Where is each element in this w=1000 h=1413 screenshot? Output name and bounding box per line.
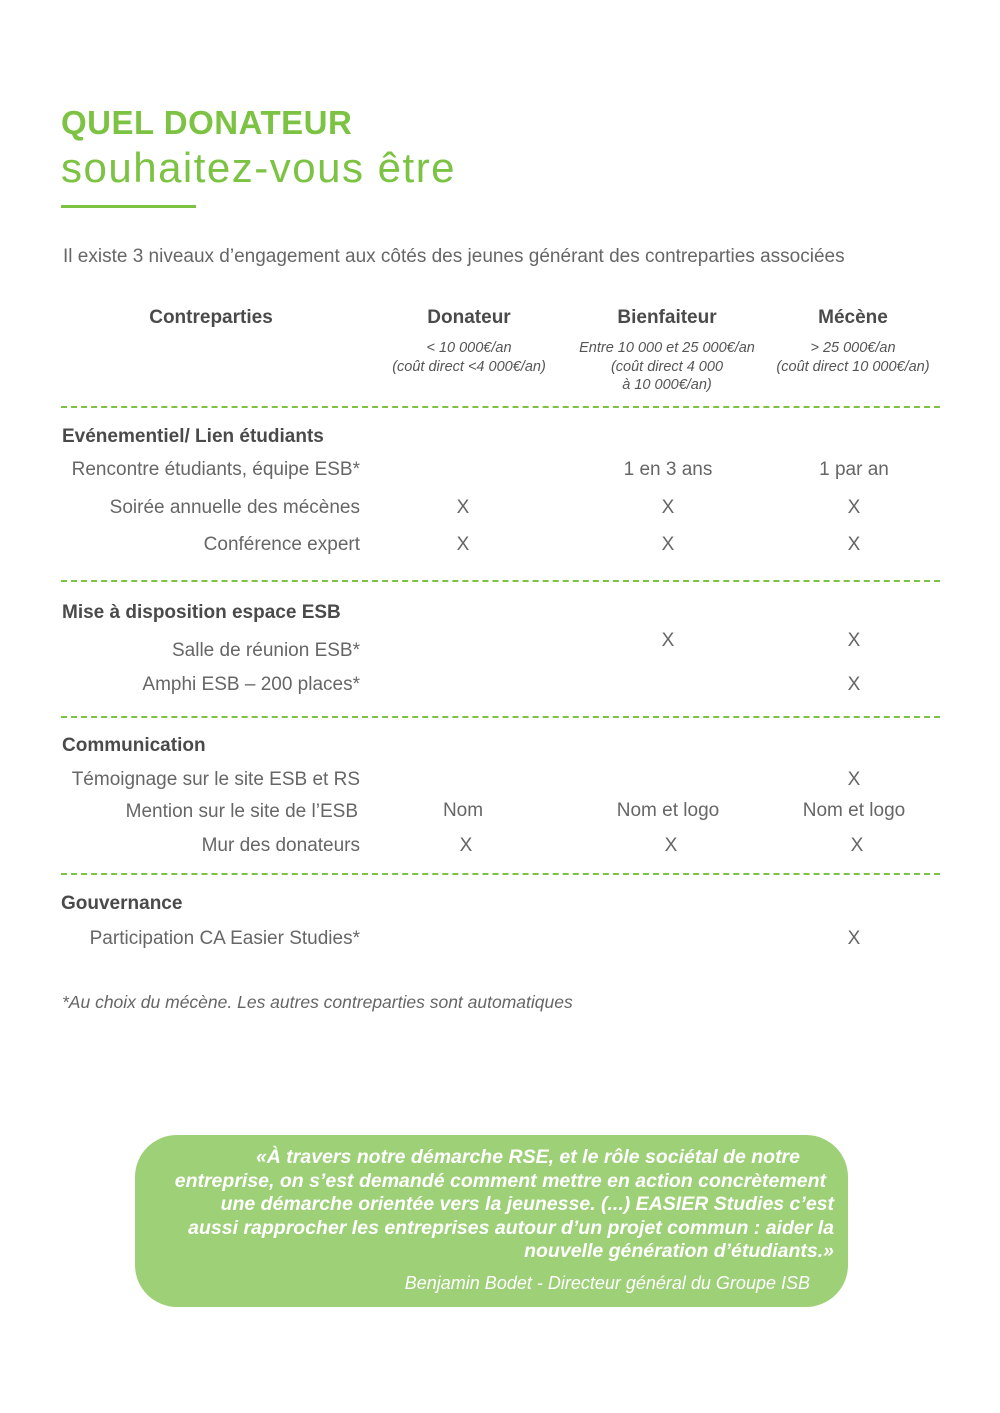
quote-line: nouvelle génération d’étudiants.» [524,1240,834,1262]
column-header-donateur: Donateur [427,307,511,328]
intro-text: Il existe 3 niveaux d’engagement aux côtés des jeunes générant des contreparties associées [63,246,845,267]
row-label: Amphi ESB – 200 places* [142,674,360,695]
quote-author: Benjamin Bodet - Directeur général du Groupe ISB [404,1273,810,1293]
cell-mecene: 1 par an [819,459,889,480]
bienfaiteur-cost-line2: à 10 000€/an) [622,377,712,393]
quote-text [150,1146,834,1264]
section-divider [61,406,940,408]
column-header-contreparties: Contreparties [149,307,273,328]
quote-line: une démarche orientée vers la jeunesse. (...) EASIER Studies c’est [220,1193,834,1215]
row-label: Soirée annuelle des mécènes [109,497,360,518]
column-header-mecene: Mécène [818,307,888,328]
cell-mecene: X [847,674,861,695]
section-title-gouvernance: Gouvernance [61,893,183,914]
row-label: Rencontre étudiants, équipe ESB* [71,459,360,480]
footnote: *Au choix du mécène. Les autres contreparties sont automatiques [62,992,573,1012]
page-title: QUEL DONATEUR [61,104,353,141]
bienfaiteur-cost-line1: (coût direct 4 000 [610,358,724,375]
cell-donateur: X [456,497,470,518]
page-subtitle: souhaitez-vous être [61,144,457,191]
row-label: Conférence expert [203,534,360,555]
row-label: Témoignage sur le site ESB et RS [71,769,360,790]
cell-donateur: Nom [442,800,484,821]
cell-mecene: X [847,630,861,651]
cell-mecene: X [847,769,861,790]
row-label: Mention sur le site de l’ESB [125,801,358,822]
section-divider [61,873,940,875]
section-divider [61,716,940,718]
section-title-espace: Mise à disposition espace ESB [62,602,341,623]
cell-bienfaiteur: X [661,497,675,518]
column-header-bienfaiteur: Bienfaiteur [617,307,717,328]
quote-line: aussi rapprocher les entreprises autour d’un projet commun : aider la [188,1216,834,1239]
cell-bienfaiteur: Nom et logo [616,800,720,821]
column-sub-mecene [743,339,963,376]
cell-mecene: X [847,534,861,555]
cell-donateur: X [459,835,473,856]
cell-mecene: Nom et logo [802,800,906,821]
cell-bienfaiteur: X [664,835,678,856]
row-label: Salle de réunion ESB* [171,640,360,661]
row-label: Mur des donateurs [201,835,360,856]
row-label: Participation CA Easier Studies* [89,928,360,949]
cell-donateur: X [456,534,470,555]
cell-bienfaiteur: X [661,534,675,555]
mecene-amount: > 25 000€/an [810,340,896,356]
title-underline [61,205,196,208]
quote-line: «À travers notre démarche RSE, et le rôle sociétal de notre [255,1146,800,1168]
section-divider [61,580,940,582]
cell-mecene: X [850,835,864,856]
mecene-cost: (coût direct 10 000€/an) [776,358,930,375]
section-title-communication: Communication [62,735,206,756]
cell-mecene: X [847,497,861,518]
section-title-evenementiel: Evénementiel/ Lien étudiants [62,426,324,447]
cell-mecene: X [847,928,861,949]
cell-bienfaiteur: X [661,630,675,651]
donateur-amount: < 10 000€/an [426,340,512,356]
quote-line: entreprise, on s’est demandé comment mettre en action concrètement [174,1169,826,1192]
column-sub-donateur [359,339,579,376]
cell-bienfaiteur: 1 en 3 ans [623,459,713,480]
bienfaiteur-amount: Entre 10 000 et 25 000€/an [579,340,755,356]
donateur-cost: (coût direct <4 000€/an) [392,358,546,375]
